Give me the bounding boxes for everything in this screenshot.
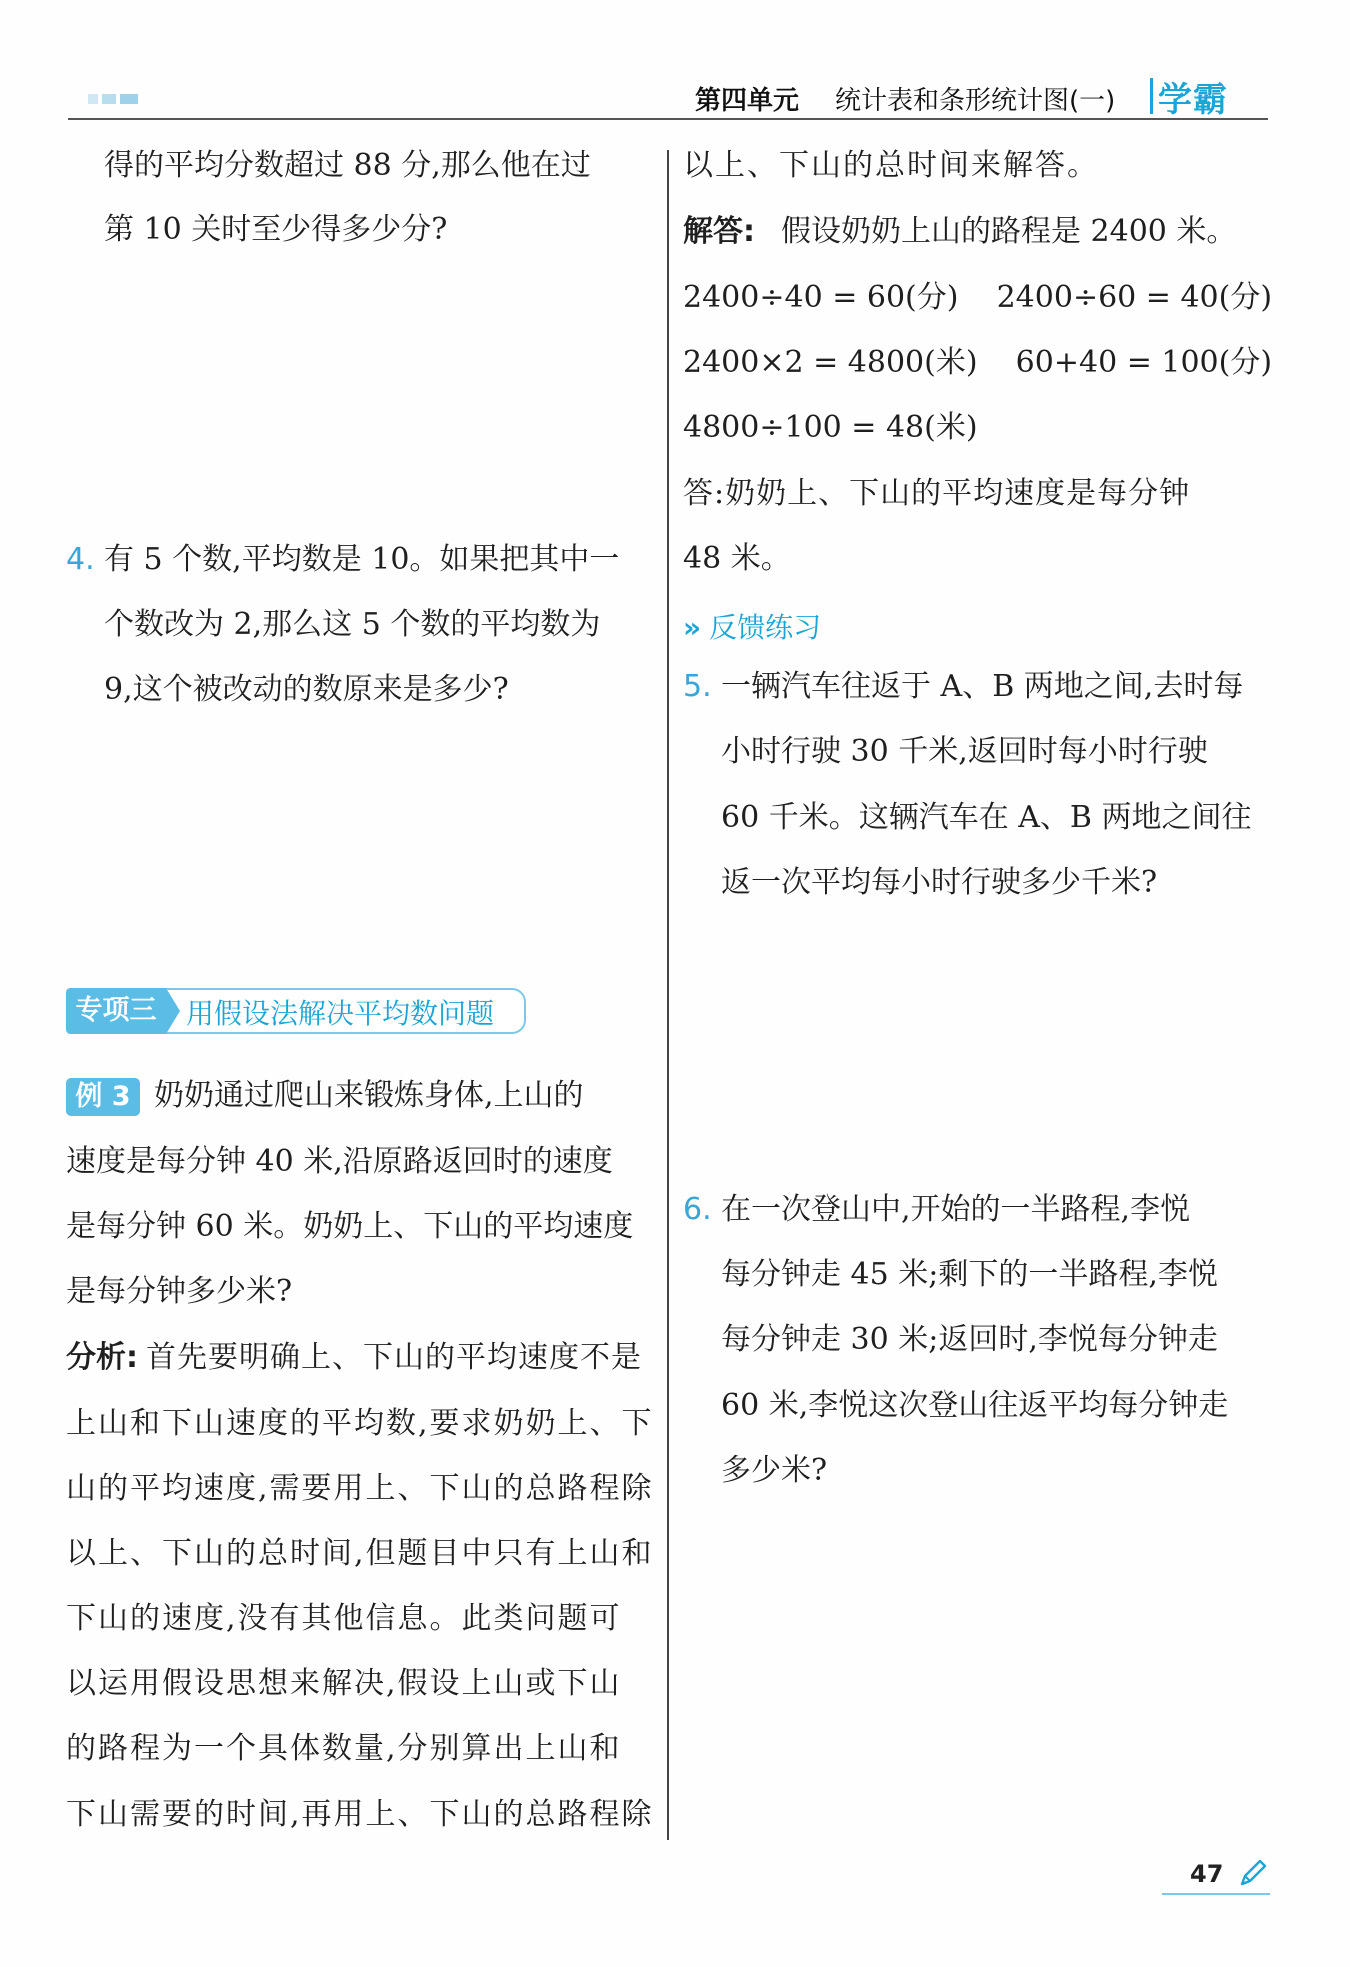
analysis-line-8: 下山需要的时间,再用上、下山的总路程除 <box>66 1797 654 1832</box>
q3-line-2: 第 10 关时至少得多少分? <box>104 212 448 247</box>
q6-line-2: 每分钟走 45 米;剩下的一半路程,李悦 <box>721 1257 1218 1292</box>
q4-number: 4. <box>66 542 95 577</box>
q6-line-5: 多少米? <box>721 1453 828 1488</box>
example-tag: 例 3 <box>66 1078 140 1116</box>
q6-number: 6. <box>683 1192 712 1227</box>
example-line-1: 奶奶通过爬山来锻炼身体,上山的 <box>154 1078 584 1113</box>
answer-line-2: 48 米。 <box>683 541 791 576</box>
solution-label: 解答: <box>683 214 755 249</box>
analysis-line-5: 下山的速度,没有其他信息。此类问题可 <box>66 1601 622 1636</box>
chapter-title: 统计表和条形统计图(一) <box>835 86 1116 116</box>
q5-number: 5. <box>683 669 712 704</box>
q4-line-2: 个数改为 2,那么这 5 个数的平均数为 <box>104 607 601 642</box>
analysis-line-1: 首先要明确上、下山的平均速度不是 <box>146 1340 642 1375</box>
solution-step-1: 2400÷40 = 60(分) 2400÷60 = 40(分) <box>683 280 1273 315</box>
q5-line-3: 60 千米。这辆汽车在 A、B 两地之间往 <box>721 800 1252 835</box>
q5-line-2: 小时行驶 30 千米,返回时每小时行驶 <box>721 734 1208 769</box>
feedback-heading <box>683 606 821 646</box>
q5-line-1: 一辆汽车往返于 A、B 两地之间,去时每 <box>721 669 1244 704</box>
header-rule <box>68 118 1268 120</box>
analysis-line-7: 的路程为一个具体数量,分别算出上山和 <box>66 1731 622 1766</box>
answer-line-1: 答:奶奶上、下山的平均速度是每分钟 <box>683 476 1191 511</box>
footer-rule <box>1162 1893 1270 1895</box>
header-decoration <box>88 94 138 104</box>
analysis-end-line: 以上、下山的总时间来解答。 <box>683 148 1099 183</box>
section-title: 用假设法解决平均数问题 <box>186 997 495 1030</box>
analysis-line-4: 以上、下山的总时间,但题目中只有上山和 <box>66 1536 654 1571</box>
q4-line-3: 9,这个被改动的数原来是多少? <box>104 672 509 707</box>
q5-line-4: 返一次平均每小时行驶多少千米? <box>721 865 1158 900</box>
brand-logo: 学霸 <box>1158 80 1228 120</box>
pencil-icon <box>1236 1856 1270 1890</box>
solution-first-line: 假设奶奶上山的路程是 2400 米。 <box>781 214 1237 249</box>
analysis-line-3: 山的平均速度,需要用上、下山的总路程除 <box>66 1471 654 1506</box>
analysis-label: 分析: <box>66 1340 138 1375</box>
analysis-line-2: 上山和下山速度的平均数,要求奶奶上、下 <box>66 1406 654 1441</box>
feedback-title: 反馈练习 <box>709 611 822 644</box>
q4-line-1: 有 5 个数,平均数是 10。如果把其中一 <box>104 542 620 577</box>
unit-label: 第四单元 <box>695 86 800 116</box>
q3-line-1: 得的平均分数超过 88 分,那么他在过 <box>104 148 591 183</box>
q6-line-4: 60 米,李悦这次登山往返平均每分钟走 <box>721 1388 1229 1423</box>
section-tag: 专项三 <box>66 988 166 1034</box>
example-line-3: 是每分钟 60 米。奶奶上、下山的平均速度 <box>66 1209 634 1244</box>
q6-line-1: 在一次登山中,开始的一半路程,李悦 <box>721 1192 1191 1227</box>
solution-step-2: 2400×2 = 4800(米) 60+40 = 100(分) <box>683 345 1273 380</box>
q6-line-3: 每分钟走 30 米;返回时,李悦每分钟走 <box>721 1322 1218 1357</box>
double-chevron-icon: » <box>683 611 702 644</box>
analysis-line-6: 以运用假设思想来解决,假设上山或下山 <box>66 1666 622 1701</box>
page-number: 47 <box>1190 1860 1224 1888</box>
example-line-4: 是每分钟多少米? <box>66 1274 293 1309</box>
solution-step-3: 4800÷100 = 48(米) <box>683 410 978 445</box>
column-divider <box>667 150 669 1840</box>
example-line-2: 速度是每分钟 40 米,沿原路返回时的速度 <box>66 1144 613 1179</box>
brand-divider <box>1150 78 1153 114</box>
